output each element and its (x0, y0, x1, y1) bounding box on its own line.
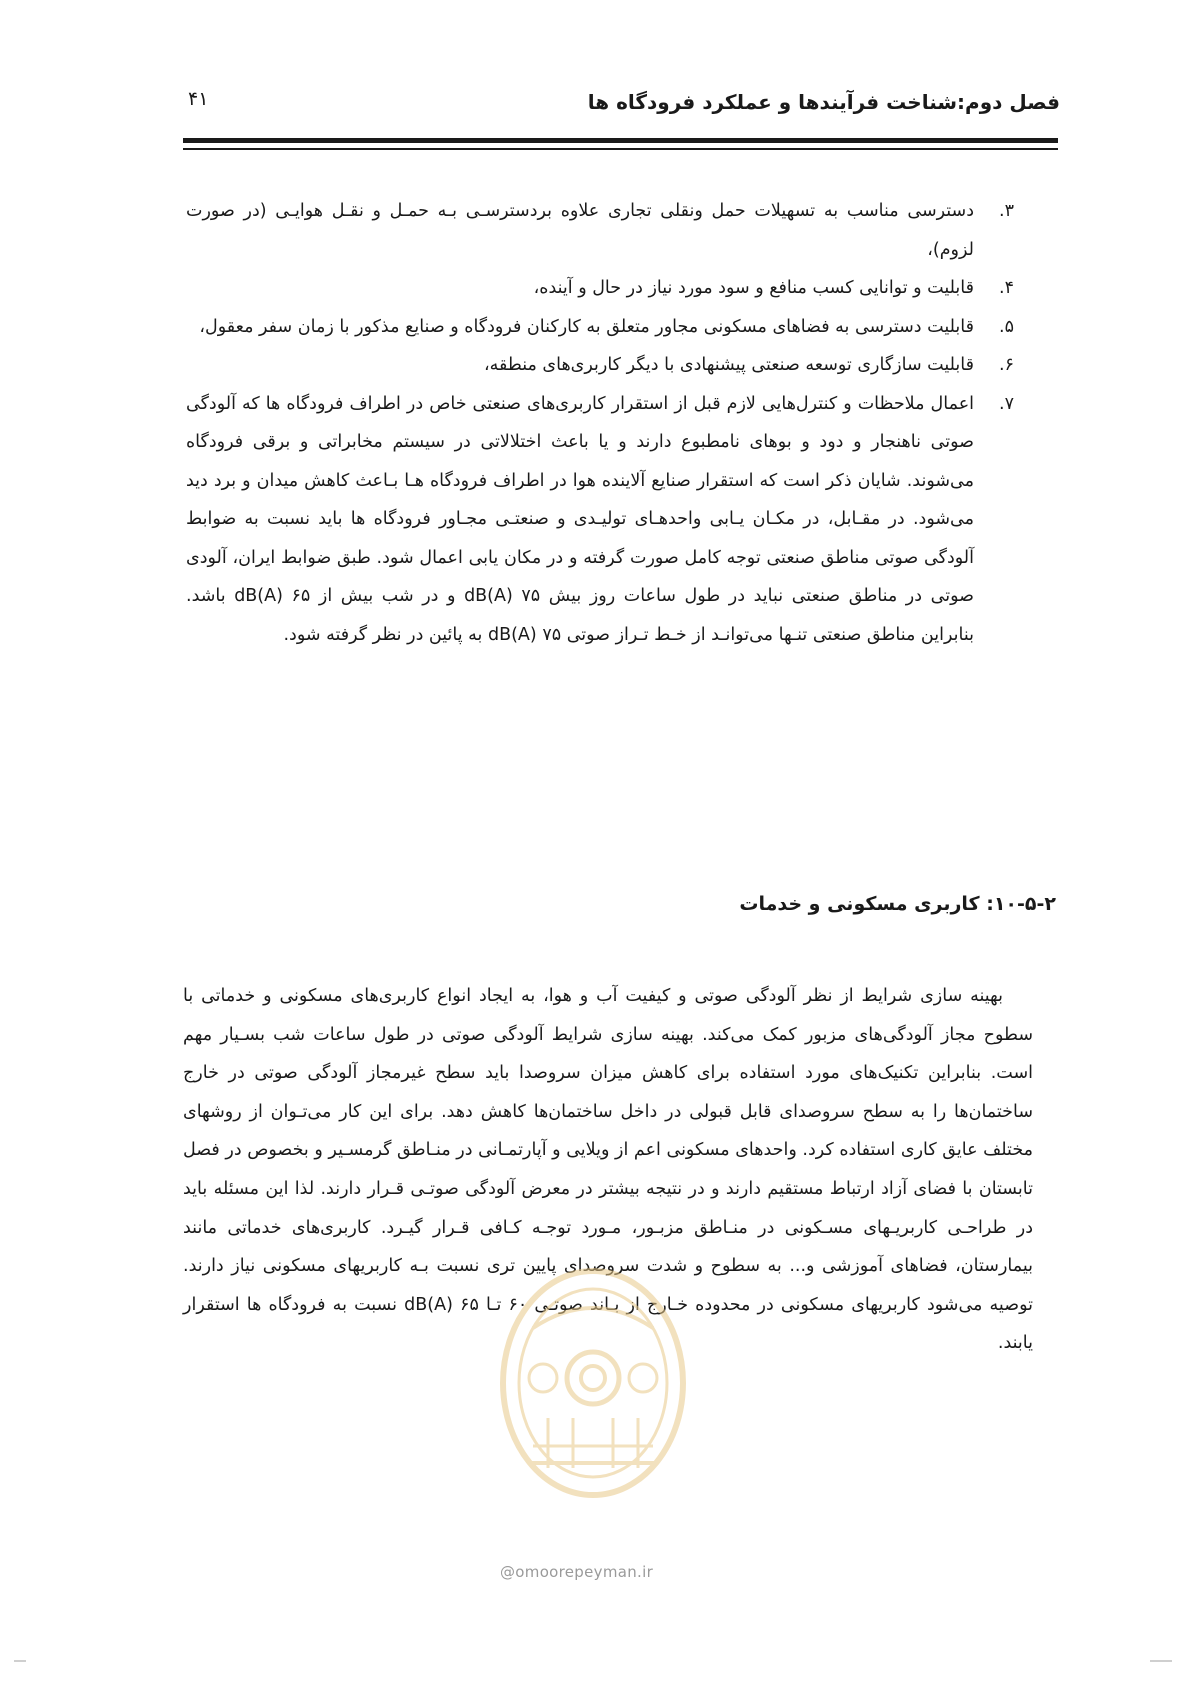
page-header (180, 88, 1060, 128)
list-item-text: قابلیت و توانایی کسب منافع و سود مورد نیاز در حال و آینده، (533, 278, 974, 298)
list-item-text: قابلیت سازگاری توسعه صنعتی پیشنهادی با دیگر کاربری‌های منطقه، (483, 355, 974, 375)
list-item (186, 346, 1014, 385)
list-item-text: اعمال ملاحظات و کنترل‌هایی لازم قبل از استقرار کاربری‌های صنعتی خاص در اطراف فرودگاه ها که آلودگی صوتی ناهنجار و دود و بوهای نامطبوع دارند و یا باعث اختلالاتی در سیستم مخابراتی و برقی فرودگاه می‌شوند. شایان ذکر است که استقرار صنایع آلاینده هوا در اطراف فرودگاه هـا بـاعث کاهش میدان و برد دید می‌شود. در مقـابل، در مکـان یـابی واحدهـای تولیـدی و صنعتـی مجـاور فرودگاه ها باید نسبت به ضوابط آلودگی صوتی مناطق صنعتی توجه کامل صورت گرفته و در مکان یابی اعمال شود. طبق ضوابط ایران، آلودی صوتی در مناطق صنعتی نباید در طول ساعات روز بیش ۷۵ dB(A) و در شب بیش از ۶۵ dB(A) باشد. بنابراین مناطق صنعتی تنـها می‌توانـد از خـط تـراز صوتی ۷۵ dB(A) به پائین در نظر گرفته شود. (186, 393, 974, 645)
scan-mark-right (1150, 1660, 1172, 1662)
page-number: ۴۱ (188, 88, 209, 110)
watermark-site: @omoorepeyman.ir (500, 1563, 654, 1581)
list-item-number: ۷. (999, 393, 1014, 414)
list-item (186, 192, 1014, 269)
list-item-number: ۳. (999, 201, 1014, 221)
list-item-text: قابلیت دسترسی به فضاهای مسکونی مجاور متعلق به کارکنان فرودگاه و صنایع مذکور با زمان سفر معقول، (199, 316, 974, 337)
list-item-number: ۴. (999, 278, 1014, 298)
list-item-number: ۶. (999, 355, 1014, 375)
watermark-logo (488, 1258, 698, 1508)
section-paragraph: بهینه سازی شرایط از نظر آلودگی صوتی و کیفیت آب و هوا، به ایجاد انواع کاربری‌های مسکونی و خدماتی با سطوح مجاز آلودگی‌های مزبور کمک می‌کند. بهینه سازی شرایط آلودگی صوتی در طول ساعات شب بسـیار مهم است. بنابراین تکنیک‌های مورد استفاده برای کاهش میزان سروصدا باید سطح غیرمجاز آلودگی صوتی در خارج ساختمان‌ها را به سطح سروصدای قابل قبولی در داخل ساختمان‌ها کاهش دهد. برای این کار می‌تـوان از روشهای مختلف عایق کاری استفاده کرد. واحدهای مسکونی اعم از ویلایی و آپارتمـانی در منـاطق گرمسـیر و بخصوص در فصل تابستان با فضای آزاد ارتباط مستقیم دارند و در نتیجه بیشتر در معرض آلودگی صوتـی قـرار دارند. لذا این مسئله باید در طراحـی کاربریـهای مسـکونی در منـاطق مزبـور، مـورد توجـه کـافی قـرار گیـرد. کاربری‌های خدماتی مانند بیمارستان، فضاهای آموزشی و... به سطوح و شدت سروصدای پایین تری نسبت بـه کاربریهای مسکونی نیاز دارند. توصیه می‌شود کاربریهای مسکونی در محدوده خـارج از بـاند صوتـی ۶۰ تـا ۶۵ dB(A) نسبت به فرودگاه ها استقرار یابند. (183, 986, 1033, 1354)
list-item (186, 385, 1014, 655)
chapter-title: فصل دوم:شناخت فرآیندها و عملکرد فرودگاه ها (587, 90, 1060, 114)
header-rule-thick (183, 138, 1058, 143)
list-item (186, 269, 1014, 308)
watermark-emblem (503, 1271, 683, 1495)
section-heading: ۱۰-۵-۲: کاربری مسکونی و خدمات (739, 893, 1056, 915)
scan-mark-left (14, 1660, 26, 1662)
list-item-text: دسترسی مناسب به تسهیلات حمل ونقلی تجاری علاوه بردسترسـی بـه حمـل و نقـل هوایـی (در صورت لزوم)، (186, 201, 974, 260)
list-item (186, 308, 1014, 347)
list-item-number: ۵. (999, 316, 1014, 337)
header-rule-thin (183, 148, 1058, 150)
numbered-list (186, 192, 1014, 654)
